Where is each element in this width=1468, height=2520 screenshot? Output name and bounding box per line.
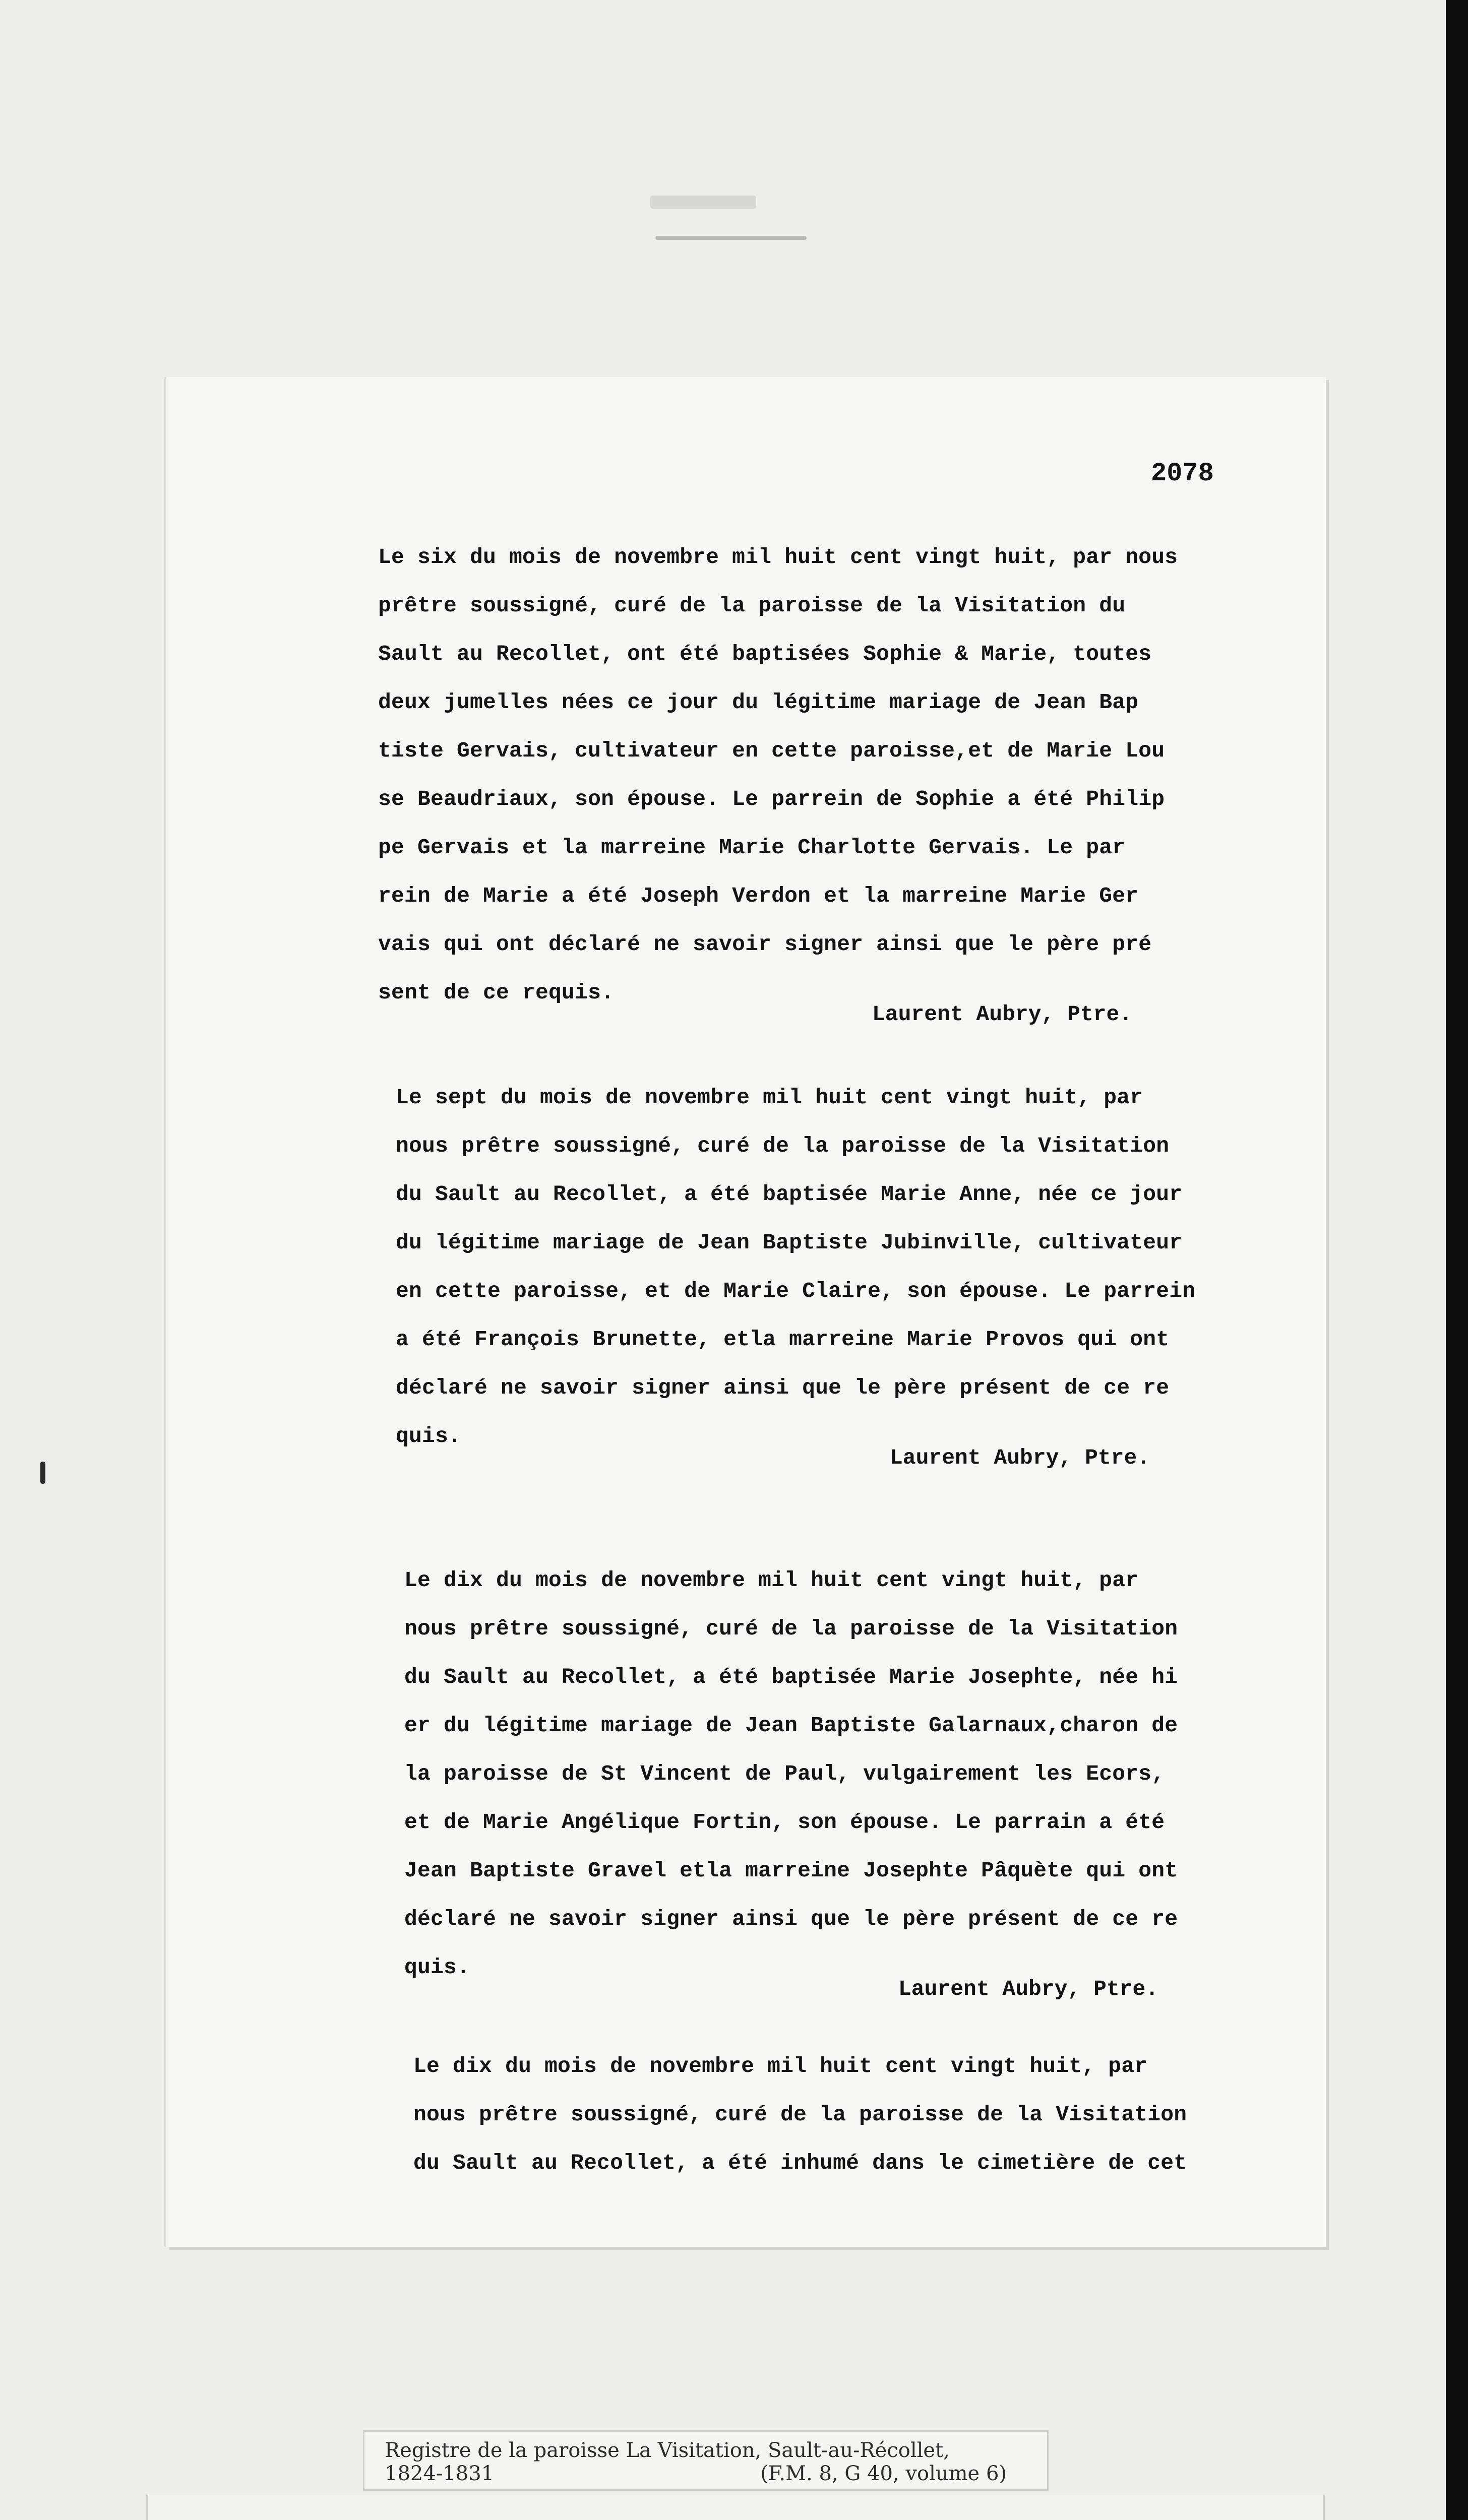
entry-line: pe Gervais et la marreine Marie Charlotte Gervais. Le par (378, 835, 1126, 860)
film-scratch (655, 236, 807, 240)
entry-line: tiste Gervais, cultivateur en cette paroisse,et de Marie Lou (378, 738, 1165, 763)
entry-line: Le six du mois de novembre mil huit cent vingt huit, par nous (378, 545, 1178, 570)
entry-line: Sault au Recollet, ont été baptisées Sophie & Marie, toutes (378, 642, 1152, 666)
entry-line: Le dix du mois de novembre mil huit cent vingt huit, par (404, 1568, 1139, 1593)
reference-label-title: Registre de la paroisse La Visitation, Sault-au-Récollet, (385, 2439, 950, 2462)
entry-line: vais qui ont déclaré ne savoir signer ainsi que le père pré (378, 932, 1152, 957)
reference-label (363, 2430, 1049, 2491)
entry-line: la paroisse de St Vincent de Paul, vulgairement les Ecors, (404, 1761, 1165, 1786)
entry-line: du légitime mariage de Jean Baptiste Jubinville, cultivateur (396, 1230, 1183, 1255)
entry-line: er du légitime mariage de Jean Baptiste Galarnaux,charon de (404, 1713, 1178, 1738)
entry-line: prêtre soussigné, curé de la paroisse de la Visitation du (378, 593, 1126, 618)
entry-signature: Laurent Aubry, Ptre. (890, 1445, 1150, 1470)
entry-line: du Sault au Recollet, a été baptisée Marie Josephte, née hi (404, 1665, 1178, 1689)
entry-line: nous prêtre soussigné, curé de la paroisse de la Visitation (396, 1133, 1170, 1158)
page-number: 2078 (1151, 459, 1214, 488)
entry-line: du Sault au Recollet, a été baptisée Marie Anne, née ce jour (396, 1182, 1183, 1207)
entry-line: Le dix du mois de novembre mil huit cent vingt huit, par (413, 2054, 1148, 2078)
entry-line: en cette paroisse, et de Marie Claire, son épouse. Le parrein (396, 1279, 1196, 1303)
entry-line: a été François Brunette, etla marreine Marie Provos qui ont (396, 1327, 1170, 1352)
entry-line: du Sault au Recollet, a été inhumé dans le cimetière de cet (413, 2151, 1187, 2175)
film-mark (40, 1462, 45, 1484)
register-entry (396, 1074, 1359, 1476)
film-scratch (650, 196, 756, 209)
film-edge (1446, 0, 1468, 2520)
entry-line: quis. (404, 1955, 470, 1980)
register-sheet (166, 377, 1326, 2247)
entry-line: deux jumelles nées ce jour du légitime mariage de Jean Bap (378, 690, 1139, 715)
entry-line: nous prêtre soussigné, curé de la paroisse de la Visitation (413, 2102, 1187, 2127)
entry-line: nous prêtre soussigné, curé de la paroisse de la Visitation (404, 1616, 1178, 1641)
entry-signature: Laurent Aubry, Ptre. (872, 1002, 1133, 1027)
archives-panel (146, 2495, 1325, 2520)
entry-line: Le sept du mois de novembre mil huit cent vingt huit, par (396, 1085, 1143, 1110)
entry-signature: Laurent Aubry, Ptre. (898, 1977, 1159, 2001)
entry-line: Jean Baptiste Gravel etla marreine Josephte Pâquète qui ont (404, 1858, 1178, 1883)
reference-label-years: 1824-1831 (385, 2462, 495, 2485)
entry-line: déclaré ne savoir signer ainsi que le père présent de ce re (404, 1907, 1178, 1931)
register-entry (378, 533, 1341, 1032)
reference-label-fonds: (F.M. 8, G 40, volume 6) (760, 2462, 1007, 2485)
entry-line: quis. (396, 1424, 462, 1448)
register-entry (404, 1556, 1367, 2007)
entry-line: rein de Marie a été Joseph Verdon et la marreine Marie Ger (378, 884, 1139, 908)
register-entry (413, 2042, 1376, 2187)
entry-line: et de Marie Angélique Fortin, son épouse. Le parrain a été (404, 1810, 1165, 1835)
entry-line: déclaré ne savoir signer ainsi que le père présent de ce re (396, 1375, 1170, 1400)
reference-label-details (385, 2462, 1037, 2485)
entry-line: se Beaudriaux, son épouse. Le parrein de Sophie a été Philip (378, 787, 1165, 811)
entry-line: sent de ce requis. (378, 980, 615, 1005)
